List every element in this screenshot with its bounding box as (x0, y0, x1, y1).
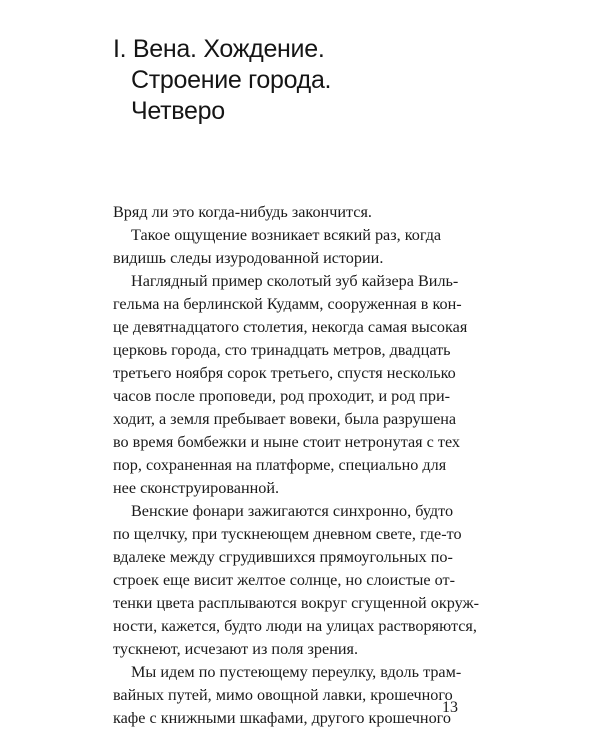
text-line: тенки цвета расплываются вокруг сгущенной окруж- (113, 594, 480, 612)
chapter-title (113, 34, 331, 127)
text-line: гельма на берлинской Кудамм, сооруженная в кон- (113, 295, 462, 313)
chapter-title-line: I. Вена. Хождение. (113, 35, 325, 63)
text-line: церковь города, сто тринадцать метров, двадцать (113, 341, 451, 359)
text-line: по щелчку, при тускнеющем дневном свете, где-то (113, 525, 462, 543)
text-line: тускнеют, исчезают из поля зрения. (113, 640, 359, 658)
text-line: видишь следы изуродованной истории. (113, 249, 384, 267)
chapter-title-line: Строение города. (131, 66, 332, 94)
text-line: це девятнадцатого столетия, некогда самая высокая (113, 318, 468, 336)
text-line: ности, кажется, будто люди на улицах растворяются, (113, 617, 477, 635)
page-number: 13 (442, 699, 458, 716)
text-line: строек еще висит желтое солнце, но слоистые от- (113, 571, 455, 589)
text-line: Венские фонари зажигаются синхронно, будто (131, 502, 454, 520)
text-line: вдалеке между сгрудившихся прямоугольных по- (113, 548, 453, 566)
text-line: во время бомбежки и ныне стоит нетронутая с тех (113, 433, 461, 451)
text-line: ходит, а земля пребывает вовеки, была разрушена (113, 410, 457, 428)
text-line: кафе с книжными шкафами, другого крошечного (113, 709, 452, 727)
text-line: вайных путей, мимо овощной лавки, крошечного (113, 686, 453, 704)
text-line: Наглядный пример сколотый зуб кайзера Виль- (131, 272, 459, 290)
text-line: Такое ощущение возникает всякий раз, когда (131, 226, 442, 244)
text-line: пор, сохраненная на платформе, специально для (113, 456, 447, 474)
text-line: Мы идем по пустеющему переулку, вдоль трам- (131, 663, 462, 681)
chapter-title-line: Четверо (131, 97, 225, 125)
text-line: Вряд ли это когда-нибудь закончится. (113, 203, 372, 221)
body-text (113, 201, 483, 730)
text-line: нее сконструированной. (113, 479, 280, 497)
text-line: часов после проповеди, род проходит, и род при- (113, 387, 450, 405)
text-line: третьего ноября сорок третьего, спустя несколько (113, 364, 456, 382)
